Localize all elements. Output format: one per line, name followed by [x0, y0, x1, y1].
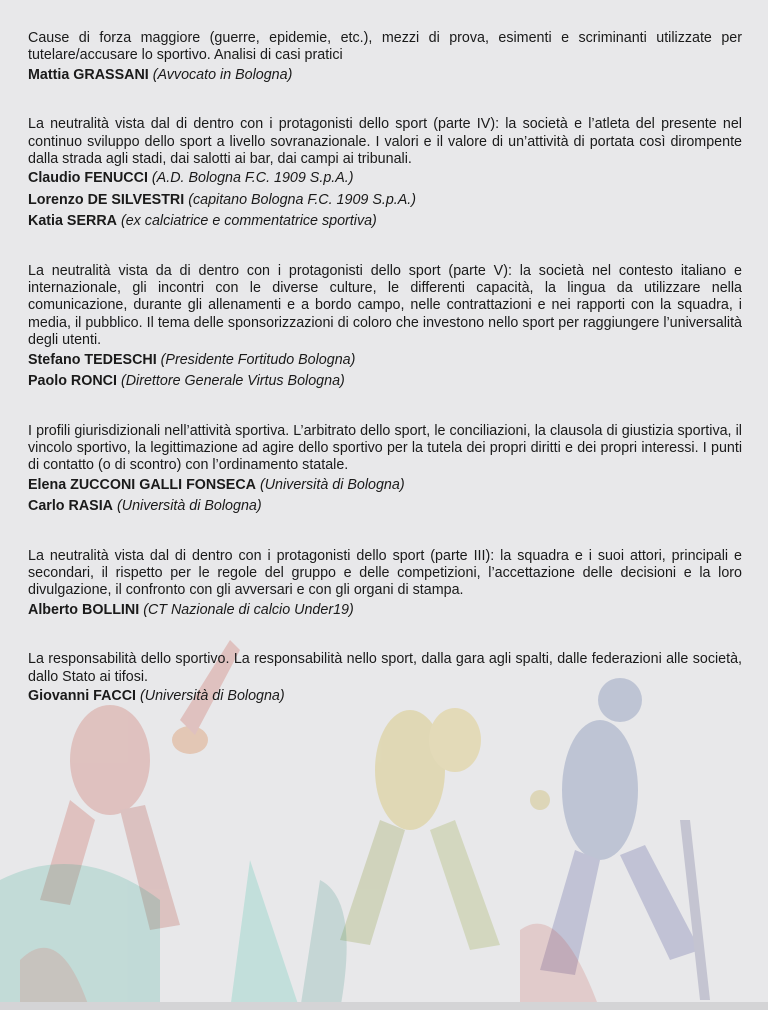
speaker-name: Claudio FENUCCI: [28, 170, 148, 187]
speaker-affiliation: (Direttore Generale Virtus Bologna): [120, 373, 345, 390]
speaker-line: [28, 477, 742, 494]
speaker-line: [28, 67, 742, 84]
session-description: La neutralità vista da di dentro con i protagonisti dello sport (parte V): la società nel contesto italiano e internazionale, gli incontri con le diverse culture, le differenti capacità, la lingua da utilizzare nella comunicazione, durante gli allenamenti e a bordo campo, nelle contrattazioni e nei rapporti con la squadra, i media, il pubblico. Il tema delle sponsorizzazioni di coloro che investono nello sport per raggiungere l’universalità degli utenti.: [28, 262, 742, 349]
speaker-name: Giovanni FACCI: [28, 687, 137, 704]
program-session: [28, 548, 742, 620]
speaker-name: Katia SERRA: [28, 213, 117, 230]
speaker-affiliation: (capitano Bologna F.C. 1909 S.p.A.): [188, 191, 417, 208]
speaker-name: Alberto BOLLINI: [28, 601, 140, 618]
program-session: [28, 423, 742, 516]
speaker-name: Carlo RASIA: [28, 498, 113, 515]
speaker-name: Mattia GRASSANI: [28, 66, 149, 83]
speaker-line: [28, 170, 742, 187]
speaker-affiliation: (Università di Bologna): [259, 476, 405, 493]
program-session: [28, 30, 742, 84]
program-content: [28, 30, 742, 737]
speaker-line: [28, 373, 742, 390]
session-description: La neutralità vista dal di dentro con i protagonisti dello sport (parte III): la squadra e i suoi attori, principali e secondari, il rispetto per le regole del gruppo e delle competizioni, l’accettazione delle decisioni e la loro divulgazione, il confronto con gli avversari e con gli organi di stampa.: [28, 547, 742, 599]
program-session: [28, 263, 742, 391]
speaker-name: Elena ZUCCONI GALLI FONSECA: [28, 476, 256, 493]
speaker-line: [28, 213, 742, 230]
speaker-name: Stefano TEDESCHI: [28, 351, 157, 368]
session-description: Cause di forza maggiore (guerre, epidemie, etc.), mezzi di prova, esimenti e scriminanti utilizzate per tutelare/accusare lo sportivo. Analisi di casi pratici: [28, 30, 742, 64]
speaker-line: [28, 352, 742, 369]
speaker-affiliation: (Presidente Fortitudo Bologna): [160, 351, 356, 368]
speaker-affiliation: (A.D. Bologna F.C. 1909 S.p.A.): [151, 170, 354, 187]
speaker-affiliation: (ex calciatrice e commentatrice sportiva): [120, 213, 377, 230]
session-description: La neutralità vista dal di dentro con i protagonisti dello sport (parte IV): la società e l’atleta del presente nel continuo sviluppo dello sport a livello sovranazionale. I valori e il valore di un’attività di portata così dirompente dalla strada agli stadi, dai salotti ai bar, dai campi ai tribunali.: [28, 116, 742, 168]
speaker-affiliation: (Università di Bologna): [140, 687, 285, 704]
speaker-affiliation: (Università di Bologna): [116, 498, 262, 515]
page-bottom-edge: [0, 1002, 768, 1010]
speaker-line: [28, 602, 742, 619]
speaker-line: [28, 498, 742, 515]
speaker-name: Lorenzo DE SILVESTRI: [28, 191, 185, 208]
program-session: [28, 651, 742, 705]
speaker-name: Paolo RONCI: [28, 373, 117, 390]
session-description: I profili giurisdizionali nell’attività sportiva. L’arbitrato dello sport, le conciliazioni, la clausola di giustizia sportiva, il vincolo sportivo, la legittimazione ad agire dello sportivo per la tutela dei propri diritti e dei propri interessi. I punti di contatto (o di scontro) con l’ordinamento statale.: [28, 422, 742, 474]
program-session: [28, 116, 742, 230]
speaker-line: [28, 688, 742, 705]
speaker-affiliation: (Avvocato in Bologna): [152, 66, 293, 83]
session-description: La responsabilità dello sportivo. La responsabilità nello sport, dalla gara agli spalti, dalle federazioni alle società, dallo Stato ai tifosi.: [28, 651, 742, 685]
speaker-affiliation: (CT Nazionale di calcio Under19): [143, 601, 354, 618]
speaker-line: [28, 192, 742, 209]
